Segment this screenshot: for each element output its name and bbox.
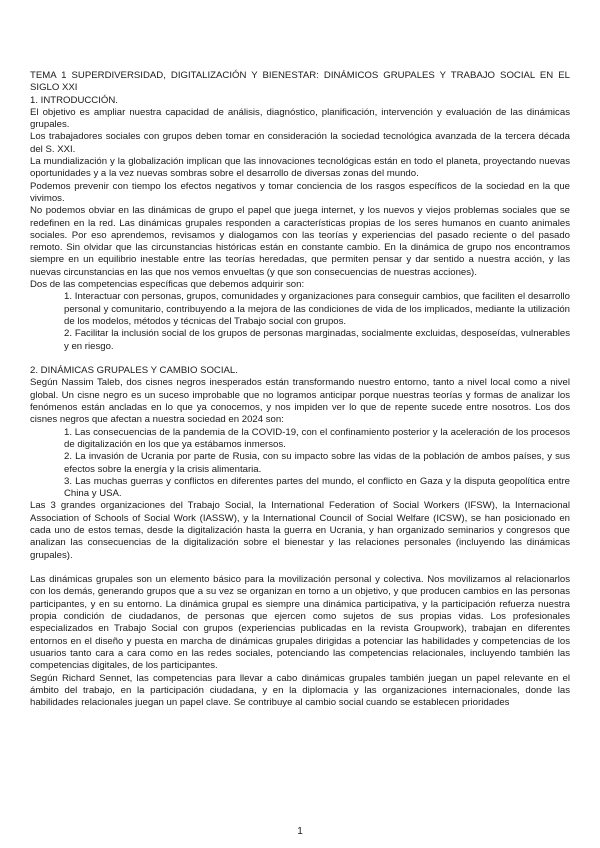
paragraph: Dos de las competencias específicas que debemos adquirir son: [30,279,305,291]
competencias-list [30,291,570,352]
list-item: 3. Las muchas guerras y conflictos en diferentes partes del mundo, el conflicto en Gaza y la disputa geopolítica entre China y USA. [64,475,570,500]
paragraph: Las 3 grandes organizaciones del Trabajo Social, la International Federation of Social Workers (IFSW), la Internacional Association of Schools of Social Work (IASSW), y la International Council of Social Welfare (ICSW), se han posicionado en cada uno de estos temas, desde la digitalización hasta la guerra en Ucrania, y han organizado seminarios y congresos que analizan las consecuencias de la digitalización sobre el bienestar y las relaciones personales (incluyendo las dinámicas grupales). [30,500,570,561]
paragraph: Los trabajadores sociales con grupos deben tomar en consideración la sociedad tecnológica avanzada de la tercera década del S. XXI. [30,131,570,155]
list-item: 2. Facilitar la inclusión social de los grupos de personas marginadas, socialmente excluidas, desposeídas, vulnerables y en riesgo. [64,328,570,352]
section-heading-dinamicas: 2. DINÁMICAS GRUPALES Y CAMBIO SOCIAL. [30,365,238,377]
paragraph: La mundialización y la globalización implican que las innovaciones tecnológicas están en todo el planeta, proyectando nuevas oportunidades y a la vez nuevas sombras sobre el desarrollo de diversas zonas del mundo. [30,156,570,180]
paragraph: Las dinámicas grupales son un elemento básico para la movilización personal y colectiva. Nos movilizamos al relacionarlos con los demás, generando grupos que a su vez se organizan en torno a un objetivo, y que producen cambios en las personas participantes, y en su entorno. La dinámica grupal es siempre una dinámica participativa, y la participación refuerza nuestra propia condición de ciudadanos, de personas que ejercen como sujetos de sus propias vidas. Los profesionales especializados en Trabajo Social con grupos (experiencias publicadas en la revista Groupwork), trabajan en diferentes entornos en el diseño y puesta en marcha de dinámicas grupales dirigidas a potenciar las habilidades y competencias de los usuarios tanto cara a cara como en las redes sociales, potenciando las competencias relacionales, incluyendo también las competencias digitales, de los participantes. [30,574,570,672]
list-item: 1. Interactuar con personas, grupos, comunidades y organizaciones para conseguir cambios, que faciliten el desarrollo personal y comunitario, contribuyendo a la mejora de las condiciones de vida de los implicados, mediante la utilización de los modelos, métodos y técnicas del Trabajo social con grupos. [64,291,570,327]
paragraph: Podemos prevenir con tiempo los efectos negativos y tomar conciencia de los rasgos específicos de la sociedad en la que vivimos. [30,180,570,204]
page-number: 1 [297,826,303,837]
section-heading-introduccion: 1. INTRODUCCIÓN. [30,94,118,106]
spacer [30,353,570,365]
list-item: 1. Las consecuencias de la pandemia de la COVID-19, con el confinamiento posterior y la aceleración de los procesos de digitalización en los que ya estábamos inmersos. [64,426,570,450]
paragraph: Según Richard Sennet, las competencias para llevar a cabo dinámicas grupales también juegan un papel relevante en el ámbito del trabajo, en la participación ciudadana, y en la diplomacia y las organizaciones internacionales, donde las habilidades relacionales juegan un papel clave. Se contribuye al cambio social cuando se establecen prioridades [30,672,570,709]
paragraph: No podemos obviar en las dinámicas de grupo el papel que juega internet, y los nuevos y viejos problemas sociales que se redefinen en la red. Las dinámicas grupales responden a características propias de los seres humanos en cuanto animales sociales. Por eso aprendemos, revisamos y dialogamos con las teorías y experiencias del pasado reciente o del pasado remoto. Sin olvidar que las circunstancias históricas están en constante cambio. En la dinámica de grupo nos encontramos siempre en un equilibrio inestable entre las teorías heredadas, que permiten pensar y dar sentido a nuestra acción, y las nuevas circunstancias en las que nos vemos envueltas (y que son consecuencias de nuestras acciones). [30,205,570,278]
spacer [30,562,570,574]
document-title: TEMA 1 SUPERDIVERSIDAD, DIGITALIZACIÓN Y BIENESTAR: DINÁMICOS GRUPALES Y TRABAJO SOCIAL EN EL SIGLO XXI [30,70,570,94]
cisnes-negros-list [30,427,570,501]
paragraph: Según Nassim Taleb, dos cisnes negros inesperados están transformando nuestro entorno, tanto a nivel local como a nivel global. Un cisne negro es un suceso improbable que no logramos anticipar porque nuestras teorías y formas de analizar los fenómenos están ancladas en lo que ya conocemos, y nos impiden ver lo que de repente sucede entre nosotros. Los dos cisnes negros que afectan a nuestra sociedad en 2024 son: [30,377,570,426]
paragraph: El objetivo es ampliar nuestra capacidad de análisis, diagnóstico, planificación, intervención y evaluación de las dinámicas grupales. [30,106,570,131]
document-page [30,70,570,709]
list-item: 2. La invasión de Ucrania por parte de Rusia, con su impacto sobre las vidas de la población de ambos países, y sus efectos sobre la energía y la crisis alimentaria. [64,451,570,475]
